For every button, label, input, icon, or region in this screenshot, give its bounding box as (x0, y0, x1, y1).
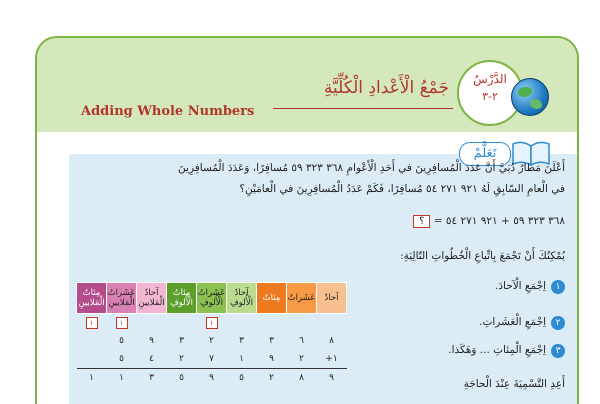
sum-cell: ٣ (137, 369, 167, 388)
digit-cell (77, 332, 107, 350)
step-text: اِجْمَعِ الْعَشَراتِ. (479, 316, 546, 328)
title-english: Adding Whole Numbers (81, 104, 255, 119)
sum-cell: ١ (107, 369, 137, 388)
digit-cell: ٩ (269, 354, 274, 364)
carry-row (77, 314, 347, 333)
step-number: ٣ (551, 344, 565, 358)
digit-cell: ٥ (119, 354, 124, 364)
equation (409, 215, 565, 228)
table-header-row (77, 283, 347, 314)
table-header-cell: آحادٌ (317, 283, 347, 314)
lesson-number: ٢-٣ (482, 90, 498, 103)
globe-icon (511, 78, 549, 116)
sum-cell: ٥ (227, 369, 257, 388)
table-header-cell: عَشَراتٌ (287, 283, 317, 314)
addend-row-1 (77, 332, 347, 350)
digit-cell: ٣ (239, 336, 244, 346)
table-header-cell: آحادُ الْأُلوفِ (227, 283, 257, 314)
lesson-header (37, 38, 577, 132)
digit-cell: ٥ (119, 336, 124, 346)
equation-expression: ٣٦٨ ٣٢٣ ٥٩ + ٩٢١ ٢٧١ ٥٤ = (433, 215, 565, 227)
step-number: ٢ (551, 316, 565, 330)
digit-cell: ٣ (269, 336, 274, 346)
digit-cell: ٢ (209, 336, 214, 346)
digit-cell: ٤ (149, 354, 154, 364)
title-underline (273, 108, 453, 109)
carry-box: ١ (206, 317, 218, 329)
steps-intro: يُمْكِنُكَ أَنْ تَجْمَعَ بِاتِّباعِ الْخُطُواتِ التّالِيَةِ: (400, 250, 565, 262)
addend-row-2 (77, 350, 347, 369)
digit-cell: ٢ (179, 354, 184, 364)
table-header-cell: عَشَراتُ الْأُلوفِ (197, 283, 227, 314)
digit-cell: ١+ (325, 354, 338, 364)
lesson-frame (35, 36, 579, 404)
sum-cell: ٨ (287, 369, 317, 388)
carry-box: ١ (116, 317, 128, 329)
place-value-table (76, 282, 347, 387)
sum-cell: ٩ (317, 369, 347, 388)
digit-cell: ٧ (209, 354, 214, 364)
sum-cell: ٩ (197, 369, 227, 388)
digit-cell: ١ (239, 354, 244, 364)
table-header-cell: عَشَراتُ الْمَلايينِ (107, 283, 137, 314)
lesson-label: الدَّرْسُ (473, 72, 507, 86)
table-header-cell: مِئاتُ الْأُلوفِ (167, 283, 197, 314)
step-1 (495, 280, 565, 294)
sum-cell: ٢ (257, 369, 287, 388)
rename-note: أَعِدِ التَّسْمِيَةَ عِنْدَ الْحاجَةِ (463, 378, 565, 390)
equation-answer-box: ؟ (413, 215, 430, 228)
carry-box: ١ (86, 317, 98, 329)
digit-cell: ٩ (149, 336, 154, 346)
learn-tag: تَعَلَّمْ (459, 142, 511, 166)
digit-cell: ٣ (179, 336, 184, 346)
table-header-cell: آحادُ الْمَلايينِ (137, 283, 167, 314)
sum-cell: ١ (77, 369, 107, 388)
table-header-cell: مِئاتٌ (257, 283, 287, 314)
digit-cell: ٨ (329, 336, 334, 346)
title-arabic: جَمْعُ الْأَعْدادِ الْكُلِّيَّةِ (323, 78, 449, 98)
problem-line-2: في الْعامِ السّابِقِ لَهُ ٩٢١ ٢٧١ ٥٤ مُسافِرًا، فَكَمْ عَدَدُ الْمُسافِرِينَ في الْعامَيْنِ؟ (239, 183, 565, 195)
table-header-cell: مِئاتُ الْمَلايينِ (77, 283, 107, 314)
problem-line-1: أَعْلَنَ مَطارُ دُبَيَّ أَنَّ عَدَدَ الْمُسافِرِينَ في أَحَدِ الْأَعْوامِ ٣٦٨ ٣٢٣ ٥٩ مُسافِرًا، وَعَدَدَ الْمُسافِرِينَ (178, 162, 565, 174)
step-text: اِجْمَعِ الْآحادَ. (494, 280, 546, 292)
digit-cell: ٢ (299, 354, 304, 364)
step-number: ١ (551, 280, 565, 294)
sum-cell: ٥ (167, 369, 197, 388)
step-3 (448, 344, 565, 358)
sum-row (77, 369, 347, 388)
digit-cell (77, 350, 107, 369)
step-text: اِجْمَعِ الْمِئاتِ ... وَهَكَذا. (448, 344, 546, 356)
step-2 (479, 316, 565, 330)
digit-cell: ٦ (299, 336, 304, 346)
